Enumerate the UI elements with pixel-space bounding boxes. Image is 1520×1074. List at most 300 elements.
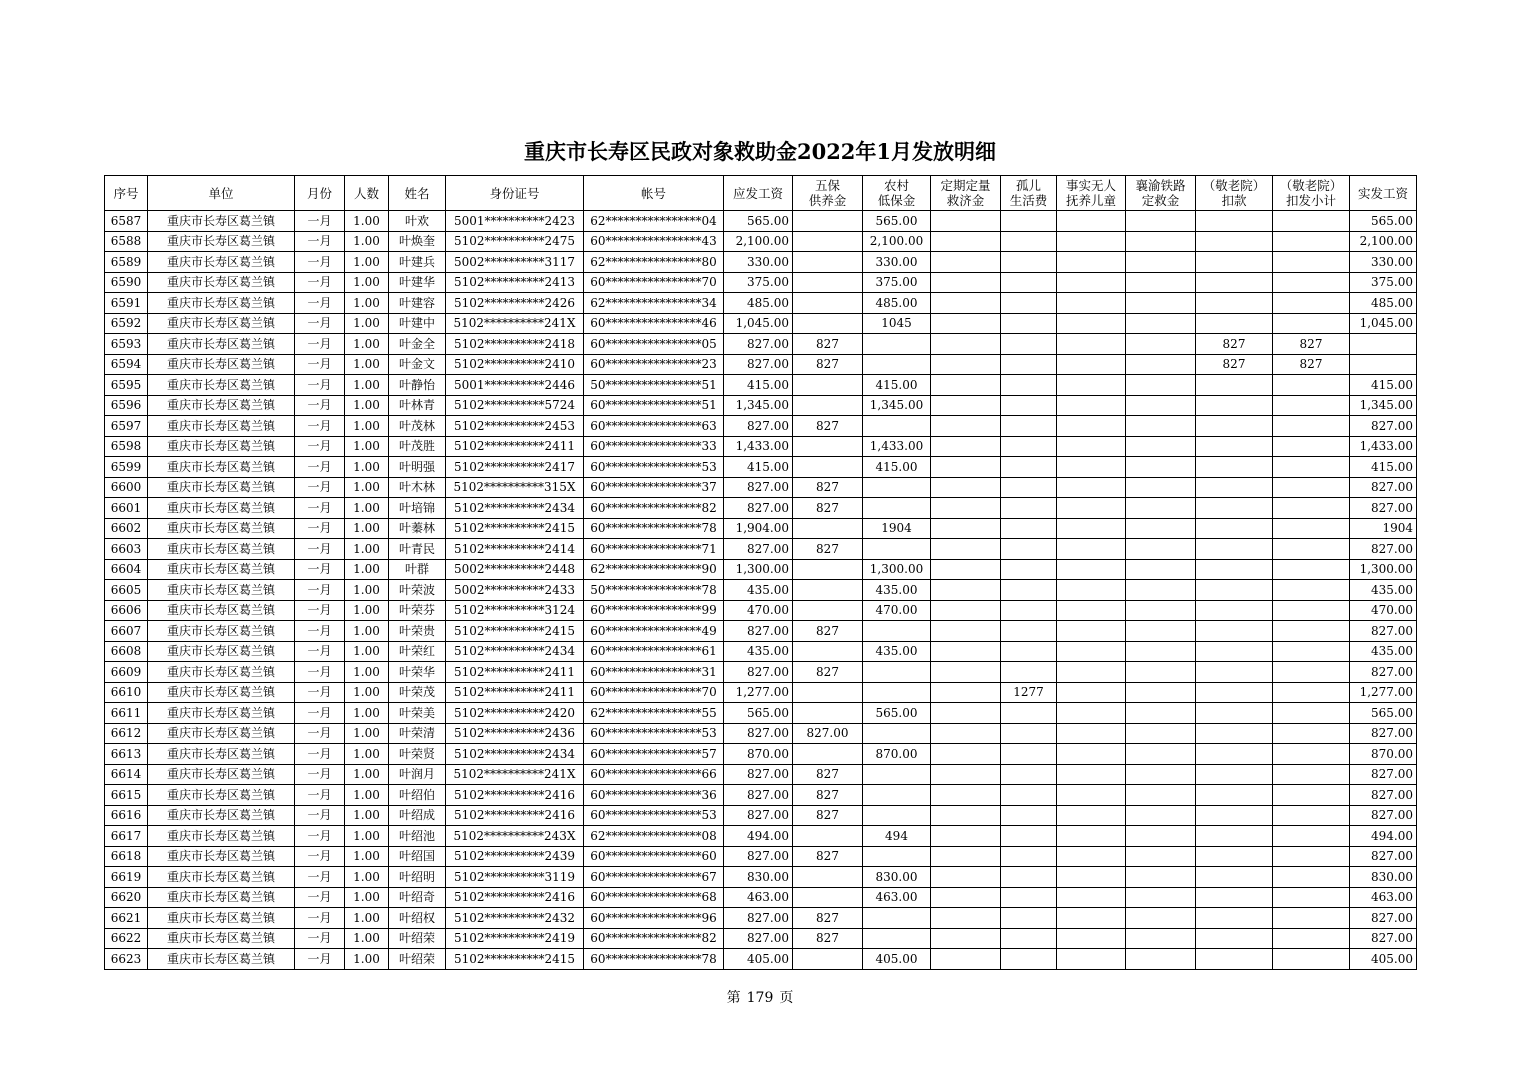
cell-col-unit: 重庆市长寿区葛兰镇 (148, 395, 295, 416)
cell-col-seq: 6599 (105, 457, 148, 478)
cell-col-actual-pay (1350, 354, 1417, 375)
cell-col-xiangyu-relief (1126, 764, 1196, 785)
cell-col-account: 60****************05 (584, 334, 724, 355)
table-row (105, 949, 1417, 970)
cell-col-account: 50****************51 (584, 375, 724, 396)
cell-col-payable: 827.00 (724, 805, 793, 826)
cell-col-fixed-relief (931, 559, 1001, 580)
cell-col-wubao: 827 (793, 334, 863, 355)
cell-col-wubao (793, 559, 863, 580)
cell-col-actual-pay: 827.00 (1350, 621, 1417, 642)
cell-col-name: 叶绍荣 (389, 928, 446, 949)
cell-col-orphan (1001, 477, 1057, 498)
cell-col-nursing-deduction (1196, 846, 1273, 867)
cell-col-fixed-relief (931, 949, 1001, 970)
cell-col-wubao (793, 703, 863, 724)
cell-col-seq: 6610 (105, 682, 148, 703)
table-row (105, 293, 1417, 314)
table-header-row (105, 176, 1417, 211)
cell-col-wubao: 827 (793, 498, 863, 519)
cell-col-month: 一月 (295, 887, 345, 908)
cell-col-rural-dibao (863, 334, 931, 355)
cell-col-fixed-relief (931, 928, 1001, 949)
cell-col-payable: 830.00 (724, 867, 793, 888)
cell-col-account: 60****************57 (584, 744, 724, 765)
cell-col-seq: 6589 (105, 252, 148, 273)
header-col-account: 帐号 (584, 176, 724, 211)
cell-col-wubao: 827 (793, 846, 863, 867)
cell-col-unit: 重庆市长寿区葛兰镇 (148, 518, 295, 539)
cell-col-payable: 435.00 (724, 580, 793, 601)
cell-col-seq: 6593 (105, 334, 148, 355)
cell-col-rural-dibao (863, 498, 931, 519)
cell-col-count: 1.00 (345, 211, 389, 232)
cell-col-xiangyu-relief (1126, 559, 1196, 580)
cell-col-name: 叶润月 (389, 764, 446, 785)
cell-col-account: 60****************78 (584, 518, 724, 539)
cell-col-nursing-deduction (1196, 252, 1273, 273)
cell-col-nursing-withheld (1273, 313, 1350, 334)
cell-col-nursing-deduction (1196, 539, 1273, 560)
cell-col-nursing-withheld (1273, 887, 1350, 908)
cell-col-actual-pay: 1,433.00 (1350, 436, 1417, 457)
table-row (105, 764, 1417, 785)
cell-col-name: 叶绍权 (389, 908, 446, 929)
cell-col-account: 60****************63 (584, 416, 724, 437)
cell-col-unattended-child (1057, 662, 1126, 683)
cell-col-rural-dibao: 2,100.00 (863, 231, 931, 252)
cell-col-name: 叶茂林 (389, 416, 446, 437)
cell-col-unit: 重庆市长寿区葛兰镇 (148, 764, 295, 785)
cell-col-fixed-relief (931, 231, 1001, 252)
cell-col-nursing-deduction (1196, 231, 1273, 252)
cell-col-month: 一月 (295, 805, 345, 826)
cell-col-payable: 415.00 (724, 375, 793, 396)
cell-col-seq: 6596 (105, 395, 148, 416)
table-row (105, 867, 1417, 888)
cell-col-wubao (793, 867, 863, 888)
table-row (105, 231, 1417, 252)
cell-col-account: 60****************53 (584, 723, 724, 744)
cell-col-count: 1.00 (345, 785, 389, 806)
cell-col-nursing-deduction (1196, 477, 1273, 498)
cell-col-xiangyu-relief (1126, 457, 1196, 478)
header-col-wubao: 五保 供养金 (793, 176, 863, 211)
cell-col-nursing-withheld (1273, 764, 1350, 785)
cell-col-month: 一月 (295, 436, 345, 457)
cell-col-unit: 重庆市长寿区葛兰镇 (148, 867, 295, 888)
cell-col-actual-pay: 1,045.00 (1350, 313, 1417, 334)
cell-col-name: 叶荣茂 (389, 682, 446, 703)
cell-col-unattended-child (1057, 723, 1126, 744)
cell-col-month: 一月 (295, 682, 345, 703)
cell-col-account: 60****************68 (584, 887, 724, 908)
cell-col-xiangyu-relief (1126, 252, 1196, 273)
cell-col-seq: 6600 (105, 477, 148, 498)
cell-col-nursing-withheld (1273, 580, 1350, 601)
cell-col-orphan (1001, 908, 1057, 929)
cell-col-rural-dibao (863, 928, 931, 949)
cell-col-month: 一月 (295, 867, 345, 888)
cell-col-fixed-relief (931, 621, 1001, 642)
cell-col-actual-pay: 827.00 (1350, 539, 1417, 560)
cell-col-unattended-child (1057, 518, 1126, 539)
cell-col-seq: 6622 (105, 928, 148, 949)
cell-col-nursing-withheld (1273, 846, 1350, 867)
cell-col-account: 60****************60 (584, 846, 724, 867)
cell-col-id-number: 5102**********315X (446, 477, 584, 498)
cell-col-payable: 827.00 (724, 539, 793, 560)
cell-col-month: 一月 (295, 231, 345, 252)
header-col-nursing-withheld: （敬老院） 扣发小计 (1273, 176, 1350, 211)
cell-col-actual-pay: 827.00 (1350, 785, 1417, 806)
cell-col-actual-pay: 1904 (1350, 518, 1417, 539)
cell-col-wubao: 827 (793, 928, 863, 949)
cell-col-wubao (793, 682, 863, 703)
cell-col-nursing-withheld (1273, 457, 1350, 478)
cell-col-actual-pay: 435.00 (1350, 580, 1417, 601)
cell-col-xiangyu-relief (1126, 293, 1196, 314)
cell-col-count: 1.00 (345, 641, 389, 662)
table-row (105, 518, 1417, 539)
cell-col-account: 62****************08 (584, 826, 724, 847)
table-row (105, 805, 1417, 826)
table-row (105, 354, 1417, 375)
cell-col-orphan (1001, 785, 1057, 806)
cell-col-payable: 870.00 (724, 744, 793, 765)
cell-col-month: 一月 (295, 580, 345, 601)
cell-col-rural-dibao: 463.00 (863, 887, 931, 908)
cell-col-nursing-deduction (1196, 498, 1273, 519)
cell-col-wubao (793, 887, 863, 908)
cell-col-wubao: 827 (793, 416, 863, 437)
cell-col-nursing-withheld: 827 (1273, 334, 1350, 355)
cell-col-rural-dibao: 1,300.00 (863, 559, 931, 580)
cell-col-orphan (1001, 928, 1057, 949)
cell-col-rural-dibao: 565.00 (863, 703, 931, 724)
cell-col-xiangyu-relief (1126, 662, 1196, 683)
cell-col-nursing-deduction (1196, 313, 1273, 334)
cell-col-id-number: 5102**********2416 (446, 887, 584, 908)
cell-col-count: 1.00 (345, 375, 389, 396)
cell-col-wubao (793, 744, 863, 765)
cell-col-account: 62****************90 (584, 559, 724, 580)
cell-col-xiangyu-relief (1126, 703, 1196, 724)
cell-col-rural-dibao (863, 416, 931, 437)
cell-col-unattended-child (1057, 949, 1126, 970)
cell-col-nursing-withheld (1273, 272, 1350, 293)
cell-col-nursing-deduction (1196, 518, 1273, 539)
cell-col-unattended-child (1057, 231, 1126, 252)
cell-col-payable: 494.00 (724, 826, 793, 847)
cell-col-xiangyu-relief (1126, 805, 1196, 826)
cell-col-unit: 重庆市长寿区葛兰镇 (148, 539, 295, 560)
header-col-unit: 单位 (148, 176, 295, 211)
cell-col-seq: 6591 (105, 293, 148, 314)
table-row (105, 313, 1417, 334)
cell-col-nursing-deduction (1196, 375, 1273, 396)
cell-col-month: 一月 (295, 518, 345, 539)
cell-col-unit: 重庆市长寿区葛兰镇 (148, 641, 295, 662)
cell-col-month: 一月 (295, 211, 345, 232)
cell-col-seq: 6614 (105, 764, 148, 785)
cell-col-unit: 重庆市长寿区葛兰镇 (148, 928, 295, 949)
cell-col-name: 叶欢 (389, 211, 446, 232)
cell-col-nursing-deduction (1196, 559, 1273, 580)
cell-col-unit: 重庆市长寿区葛兰镇 (148, 354, 295, 375)
cell-col-fixed-relief (931, 785, 1001, 806)
cell-col-wubao: 827.00 (793, 723, 863, 744)
cell-col-actual-pay: 565.00 (1350, 703, 1417, 724)
cell-col-nursing-deduction (1196, 457, 1273, 478)
cell-col-account: 60****************43 (584, 231, 724, 252)
cell-col-month: 一月 (295, 662, 345, 683)
cell-col-id-number: 5102**********2453 (446, 416, 584, 437)
cell-col-account: 60****************66 (584, 764, 724, 785)
cell-col-fixed-relief (931, 641, 1001, 662)
cell-col-orphan (1001, 334, 1057, 355)
cell-col-month: 一月 (295, 477, 345, 498)
cell-col-unattended-child (1057, 621, 1126, 642)
cell-col-actual-pay: 463.00 (1350, 887, 1417, 908)
cell-col-id-number: 5102**********241X (446, 313, 584, 334)
cell-col-nursing-withheld (1273, 518, 1350, 539)
cell-col-id-number: 5102**********2436 (446, 723, 584, 744)
cell-col-id-number: 5001**********2423 (446, 211, 584, 232)
cell-col-unattended-child (1057, 354, 1126, 375)
cell-col-id-number: 5102**********2434 (446, 744, 584, 765)
cell-col-id-number: 5102**********3124 (446, 600, 584, 621)
cell-col-unit: 重庆市长寿区葛兰镇 (148, 600, 295, 621)
cell-col-fixed-relief (931, 313, 1001, 334)
cell-col-count: 1.00 (345, 477, 389, 498)
cell-col-actual-pay: 375.00 (1350, 272, 1417, 293)
cell-col-payable: 827.00 (724, 416, 793, 437)
cell-col-account: 62****************55 (584, 703, 724, 724)
cell-col-month: 一月 (295, 375, 345, 396)
cell-col-count: 1.00 (345, 457, 389, 478)
cell-col-nursing-deduction (1196, 928, 1273, 949)
table-row (105, 723, 1417, 744)
cell-col-name: 叶绍奇 (389, 887, 446, 908)
cell-col-month: 一月 (295, 539, 345, 560)
cell-col-id-number: 5102**********2415 (446, 518, 584, 539)
table-row (105, 744, 1417, 765)
cell-col-name: 叶绍伯 (389, 785, 446, 806)
cell-col-count: 1.00 (345, 580, 389, 601)
cell-col-xiangyu-relief (1126, 313, 1196, 334)
cell-col-unattended-child (1057, 846, 1126, 867)
cell-col-id-number: 5102**********2434 (446, 498, 584, 519)
cell-col-unattended-child (1057, 436, 1126, 457)
cell-col-xiangyu-relief (1126, 436, 1196, 457)
cell-col-wubao: 827 (793, 477, 863, 498)
cell-col-seq: 6594 (105, 354, 148, 375)
cell-col-seq: 6592 (105, 313, 148, 334)
cell-col-rural-dibao (863, 662, 931, 683)
cell-col-fixed-relief (931, 477, 1001, 498)
cell-col-unit: 重庆市长寿区葛兰镇 (148, 334, 295, 355)
cell-col-rural-dibao (863, 764, 931, 785)
cell-col-nursing-withheld (1273, 559, 1350, 580)
cell-col-account: 60****************23 (584, 354, 724, 375)
cell-col-id-number: 5102**********2418 (446, 334, 584, 355)
cell-col-count: 1.00 (345, 867, 389, 888)
cell-col-wubao: 827 (793, 354, 863, 375)
cell-col-seq: 6620 (105, 887, 148, 908)
cell-col-seq: 6605 (105, 580, 148, 601)
cell-col-unattended-child (1057, 805, 1126, 826)
header-col-fixed-relief: 定期定量 救济金 (931, 176, 1001, 211)
cell-col-unit: 重庆市长寿区葛兰镇 (148, 375, 295, 396)
cell-col-seq: 6603 (105, 539, 148, 560)
cell-col-actual-pay: 827.00 (1350, 477, 1417, 498)
cell-col-rural-dibao: 1045 (863, 313, 931, 334)
cell-col-xiangyu-relief (1126, 723, 1196, 744)
cell-col-payable: 330.00 (724, 252, 793, 273)
cell-col-id-number: 5102**********2415 (446, 621, 584, 642)
cell-col-payable: 827.00 (724, 334, 793, 355)
cell-col-account: 60****************82 (584, 498, 724, 519)
cell-col-month: 一月 (295, 293, 345, 314)
cell-col-count: 1.00 (345, 682, 389, 703)
cell-col-id-number: 5102**********241X (446, 764, 584, 785)
cell-col-nursing-deduction (1196, 764, 1273, 785)
cell-col-id-number: 5102**********2475 (446, 231, 584, 252)
cell-col-account: 60****************37 (584, 477, 724, 498)
cell-col-payable: 827.00 (724, 354, 793, 375)
cell-col-nursing-deduction (1196, 723, 1273, 744)
cell-col-nursing-withheld (1273, 621, 1350, 642)
cell-col-id-number: 5102**********2410 (446, 354, 584, 375)
cell-col-nursing-withheld (1273, 211, 1350, 232)
cell-col-wubao (793, 436, 863, 457)
cell-col-unattended-child (1057, 539, 1126, 560)
cell-col-nursing-deduction (1196, 826, 1273, 847)
cell-col-id-number: 5002**********2433 (446, 580, 584, 601)
cell-col-nursing-deduction (1196, 744, 1273, 765)
cell-col-nursing-deduction: 827 (1196, 334, 1273, 355)
table-row (105, 621, 1417, 642)
cell-col-id-number: 5102**********5724 (446, 395, 584, 416)
table-row (105, 682, 1417, 703)
cell-col-id-number: 5102**********2426 (446, 293, 584, 314)
cell-col-nursing-deduction (1196, 887, 1273, 908)
cell-col-actual-pay: 485.00 (1350, 293, 1417, 314)
cell-col-count: 1.00 (345, 272, 389, 293)
cell-col-unattended-child (1057, 313, 1126, 334)
cell-col-fixed-relief (931, 682, 1001, 703)
cell-col-id-number: 5102**********2420 (446, 703, 584, 724)
cell-col-unattended-child (1057, 559, 1126, 580)
cell-col-name: 叶茂胜 (389, 436, 446, 457)
cell-col-nursing-withheld (1273, 682, 1350, 703)
cell-col-wubao (793, 641, 863, 662)
cell-col-actual-pay: 2,100.00 (1350, 231, 1417, 252)
cell-col-actual-pay: 415.00 (1350, 457, 1417, 478)
cell-col-month: 一月 (295, 395, 345, 416)
cell-col-actual-pay: 1,345.00 (1350, 395, 1417, 416)
cell-col-wubao (793, 231, 863, 252)
cell-col-orphan (1001, 723, 1057, 744)
cell-col-count: 1.00 (345, 334, 389, 355)
cell-col-month: 一月 (295, 703, 345, 724)
cell-col-unattended-child (1057, 334, 1126, 355)
cell-col-unit: 重庆市长寿区葛兰镇 (148, 252, 295, 273)
cell-col-count: 1.00 (345, 764, 389, 785)
cell-col-rural-dibao (863, 723, 931, 744)
cell-col-name: 叶绍明 (389, 867, 446, 888)
cell-col-nursing-withheld (1273, 867, 1350, 888)
cell-col-fixed-relief (931, 457, 1001, 478)
cell-col-actual-pay: 494.00 (1350, 826, 1417, 847)
cell-col-wubao (793, 395, 863, 416)
cell-col-fixed-relief (931, 395, 1001, 416)
cell-col-payable: 375.00 (724, 272, 793, 293)
cell-col-orphan (1001, 600, 1057, 621)
page-title: 重庆市长寿区民政对象救助金2022年1月发放明细 (523, 139, 997, 164)
cell-col-name: 叶群 (389, 559, 446, 580)
cell-col-xiangyu-relief (1126, 477, 1196, 498)
relief-payment-table (104, 175, 1417, 970)
cell-col-id-number: 5102**********2416 (446, 805, 584, 826)
cell-col-actual-pay: 827.00 (1350, 764, 1417, 785)
cell-col-count: 1.00 (345, 805, 389, 826)
cell-col-wubao (793, 313, 863, 334)
cell-col-id-number: 5102**********2411 (446, 662, 584, 683)
cell-col-nursing-deduction (1196, 641, 1273, 662)
cell-col-id-number: 5102**********2415 (446, 949, 584, 970)
cell-col-nursing-withheld (1273, 949, 1350, 970)
cell-col-payable: 827.00 (724, 662, 793, 683)
cell-col-actual-pay: 827.00 (1350, 723, 1417, 744)
table-row (105, 477, 1417, 498)
cell-col-unit: 重庆市长寿区葛兰镇 (148, 231, 295, 252)
cell-col-orphan (1001, 703, 1057, 724)
cell-col-rural-dibao: 485.00 (863, 293, 931, 314)
cell-col-actual-pay: 827.00 (1350, 662, 1417, 683)
cell-col-name: 叶绍国 (389, 846, 446, 867)
cell-col-xiangyu-relief (1126, 518, 1196, 539)
cell-col-fixed-relief (931, 252, 1001, 273)
cell-col-nursing-withheld (1273, 395, 1350, 416)
cell-col-count: 1.00 (345, 231, 389, 252)
cell-col-wubao (793, 293, 863, 314)
cell-col-xiangyu-relief (1126, 231, 1196, 252)
cell-col-orphan (1001, 313, 1057, 334)
cell-col-name: 叶建中 (389, 313, 446, 334)
cell-col-unit: 重庆市长寿区葛兰镇 (148, 703, 295, 724)
cell-col-rural-dibao (863, 477, 931, 498)
cell-col-nursing-withheld (1273, 908, 1350, 929)
cell-col-account: 60****************67 (584, 867, 724, 888)
cell-col-payable: 1,433.00 (724, 436, 793, 457)
cell-col-nursing-deduction (1196, 600, 1273, 621)
cell-col-fixed-relief (931, 272, 1001, 293)
table-row (105, 785, 1417, 806)
table-row (105, 334, 1417, 355)
table-row (105, 211, 1417, 232)
cell-col-count: 1.00 (345, 559, 389, 580)
cell-col-fixed-relief (931, 293, 1001, 314)
cell-col-nursing-withheld (1273, 600, 1350, 621)
cell-col-count: 1.00 (345, 416, 389, 437)
cell-col-nursing-deduction (1196, 395, 1273, 416)
cell-col-name: 叶林青 (389, 395, 446, 416)
cell-col-unattended-child (1057, 744, 1126, 765)
cell-col-xiangyu-relief (1126, 395, 1196, 416)
cell-col-actual-pay: 827.00 (1350, 908, 1417, 929)
